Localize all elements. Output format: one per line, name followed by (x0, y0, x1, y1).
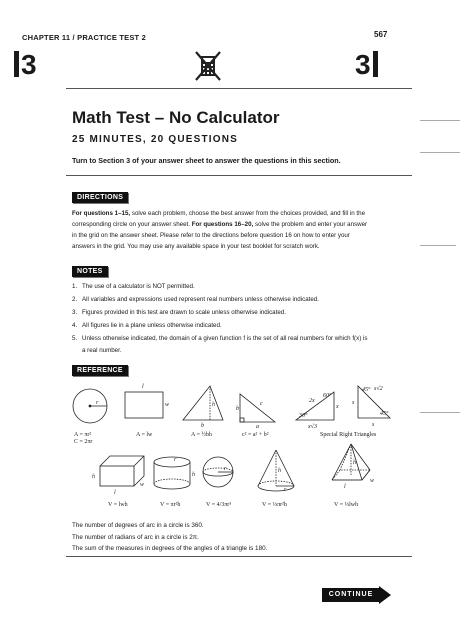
cylinder-figure (154, 457, 190, 489)
note-text: Figures provided in this test are drawn to scale unless otherwise indicated. (82, 309, 286, 316)
note-item (72, 320, 372, 332)
label-cone-h: h (278, 468, 281, 474)
fact-radians: The number of radians of arc in a circle is 2π. (72, 533, 199, 541)
label-45b: 45° (380, 411, 389, 417)
section-number-left (14, 50, 37, 80)
label-x-root3: x√3 (308, 424, 317, 430)
section-left-number: 3 (21, 49, 37, 80)
formula-pyramid: V = ⅓lwh (334, 502, 359, 508)
right-triangle-figure (240, 394, 275, 422)
label-a: a (256, 424, 259, 430)
label-box-h: h (92, 474, 95, 480)
note-number: 1. (72, 283, 78, 290)
formula-sphere: V = 4/3πr³ (206, 502, 232, 508)
note-text: All variables and expressions used represent real numbers unless otherwise indicated. (82, 296, 319, 303)
label-b: b (201, 423, 204, 429)
label-cyl-h: h (192, 472, 195, 478)
page-number: 567 (374, 30, 388, 39)
no-calculator-icon (194, 50, 222, 82)
pyramid-figure (332, 444, 370, 480)
note-number: 5. (72, 335, 78, 342)
label-box-w: w (140, 482, 145, 488)
margin-line (420, 412, 460, 413)
chapter-header: CHAPTER 11 / PRACTICE TEST 2 (22, 33, 146, 42)
note-text: All figures lie in a plane unless otherwise indicated. (82, 322, 222, 329)
notes-list (72, 281, 372, 358)
bottom-rule (66, 556, 412, 557)
directions-text (72, 208, 372, 252)
label-30: 30° (299, 413, 308, 419)
label-pyr-l: l (344, 484, 346, 490)
notes-label: NOTES (72, 266, 108, 277)
triangle-figure (183, 386, 223, 420)
middle-rule (66, 175, 412, 176)
label-l: l (142, 384, 144, 390)
label-s-root2: s√2 (374, 386, 383, 392)
note-item (72, 307, 372, 319)
special-right-triangles-label: Special Right Triangles (320, 432, 377, 438)
note-text: Unless otherwise indicated, the domain of a given function f is the set of all real numbers for which f(x) is a real number. (82, 335, 368, 354)
label-cone-r: r (284, 487, 287, 493)
formula-cylinder: V = πr²h (160, 502, 181, 508)
label-box-l: l (114, 490, 116, 496)
label-pyr-h: h (353, 460, 356, 466)
directions-text-2: solve the problem and enter your answer in the grid on the answer sheet. Please refer to the directions before question 16 on how to enter your answers in the grid. You may use any available space in your test booklet for scratch work. (72, 221, 368, 250)
directions-lead-2: For questions 16–20, (191, 221, 254, 228)
reference-label: REFERENCE (72, 365, 128, 376)
margin-line (420, 120, 460, 121)
fact-degrees: The number of degrees of arc in a circle is 360. (72, 522, 204, 529)
label-b2: b (236, 406, 239, 412)
label-s: s (352, 400, 355, 406)
label-x: x (336, 404, 339, 410)
top-rule (66, 88, 412, 89)
label-45a: 45° (362, 387, 371, 393)
note-number: 4. (72, 322, 78, 329)
formula-pythagorean: c² = a² + b² (242, 432, 269, 438)
label-sph-r: r (224, 466, 227, 472)
label-2x: 2x (309, 398, 315, 404)
page-title: Math Test – No Calculator (72, 108, 280, 127)
rectangle-figure (125, 392, 163, 418)
note-item (72, 281, 372, 293)
note-number: 3. (72, 309, 78, 316)
label-r: r (96, 400, 99, 406)
reference-facts (72, 520, 267, 555)
section-bar-left (14, 51, 19, 77)
margin-line (420, 245, 456, 246)
label-pyr-w: w (370, 478, 375, 484)
note-text: The use of a calculator is NOT permitted. (82, 283, 195, 290)
sphere-figure (203, 457, 233, 487)
formula-circle-circumference: C = 2πr (74, 439, 93, 445)
box-figure (100, 456, 144, 486)
note-item (72, 294, 372, 306)
formula-rectangle: A = lw (136, 432, 153, 438)
section-number-right (355, 50, 378, 80)
section-right-number: 3 (355, 49, 371, 80)
directions-lead-1: For questions 1–15, (72, 210, 131, 217)
section-bar-right (373, 51, 378, 77)
label-s2: s (372, 422, 375, 428)
formula-triangle: A = ½bh (191, 432, 212, 438)
directions-text-1: solve each problem, choose the best answer from the choices provided, and fill in the corresponding circle on your answer sheet. (72, 210, 366, 228)
margin-line (420, 152, 460, 153)
formula-cone: V = ⅓πr²h (262, 502, 287, 508)
section-instruction: Turn to Section 3 of your answer sheet to answer the questions in this section. (72, 156, 341, 165)
fact-triangle-sum: The sum of the measures in degrees of the angles of a triangle is 180. (72, 545, 268, 552)
page-subtitle: 25 MINUTES, 20 QUESTIONS (72, 134, 239, 145)
directions-label: DIRECTIONS (72, 192, 128, 203)
formula-circle-area: A = πr² (74, 432, 92, 438)
note-item (72, 333, 372, 357)
label-cyl-r: r (174, 457, 177, 463)
cone-figure (258, 450, 294, 491)
formula-box: V = lwh (108, 502, 128, 508)
label-60: 60° (323, 393, 332, 399)
label-c: c (260, 401, 263, 407)
reference-diagrams (68, 378, 404, 518)
continue-label: CONTINUE (322, 588, 380, 602)
arrow-right-icon (379, 586, 391, 604)
label-w: w (165, 402, 170, 408)
note-number: 2. (72, 296, 78, 303)
label-h: h (212, 402, 215, 408)
